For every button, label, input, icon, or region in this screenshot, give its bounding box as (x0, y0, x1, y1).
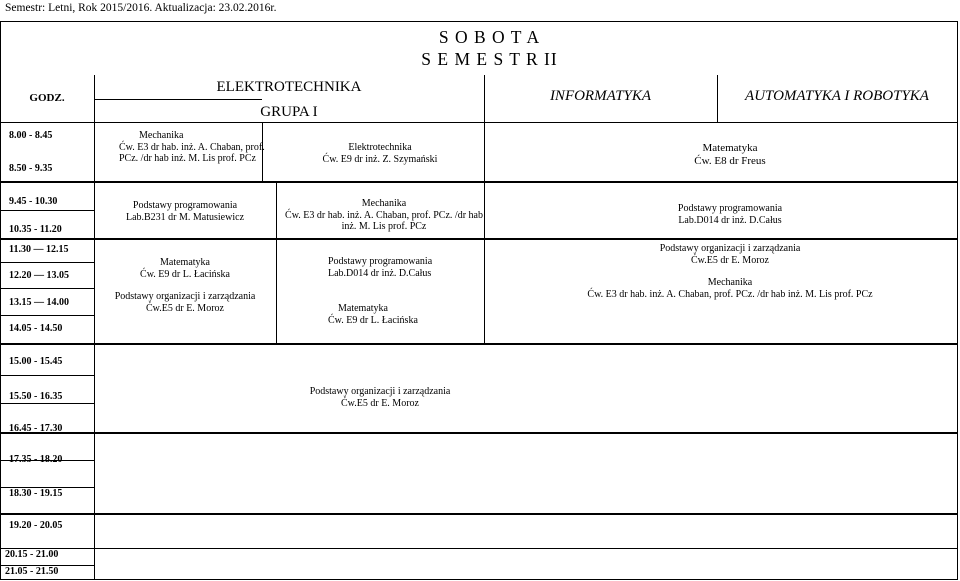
semester-title: S E M E S T R II (421, 49, 558, 69)
class-details: Ćw. E8 dr Freus (694, 155, 766, 167)
class-mechanika (565, 277, 895, 300)
class-title: Matematyka (160, 257, 210, 268)
class-details: Ćw. E9 dr L. Łacińska (140, 268, 230, 280)
time-slot: 13.15 — 14.00 (9, 297, 69, 308)
hours-header: GODZ. (29, 92, 65, 104)
time-slot: 16.45 - 17.30 (9, 423, 63, 434)
class-details: Lab.D014 dr inż. D.Całus (678, 214, 782, 226)
class-podstawy-organizacji (290, 386, 470, 409)
class-matematyka (328, 303, 418, 326)
class-title: Podstawy programowania (328, 256, 433, 267)
class-title: Podstawy programowania (677, 203, 783, 214)
class-title: Elektrotechnika (348, 142, 412, 153)
class-title: Podstawy organizacji i zarządzania (114, 291, 256, 302)
time-slot: 10.35 - 11.20 (9, 224, 62, 235)
time-slot: 9.45 - 10.30 (9, 196, 58, 207)
class-podstawy-organizacji (630, 243, 830, 266)
class-details: PCz. /dr hab inż. M. Lis prof. PCz (119, 153, 256, 164)
time-slot: 8.00 - 8.45 (9, 130, 53, 141)
time-slot: 21.05 - 21.50 (5, 566, 59, 577)
semester-info: Semestr: Letni, Rok 2015/2016. Aktualizacja: 23.02.2016r. (5, 2, 277, 14)
time-slot: 11.30 — 12.15 (9, 244, 69, 255)
class-podstawy-organizacji (100, 291, 270, 314)
column-informatyka: INFORMATYKA (549, 88, 652, 104)
time-slot: 17.35 - 18.20 (9, 454, 63, 465)
time-slot: 19.20 - 20.05 (9, 520, 63, 531)
class-title: Podstawy organizacji i zarządzania (309, 386, 451, 397)
class-details: Ćw. E3 dr hab. inż. A. Chaban, prof. (119, 141, 265, 153)
class-podstawy-programowania (328, 256, 432, 279)
time-slot: 8.50 - 9.35 (9, 163, 53, 174)
class-title: Mechanika (139, 130, 184, 141)
class-details: Lab.D014 dr inż. D.Całus (328, 267, 432, 279)
class-details: Ćw. E3 dr hab. inż. A. Chaban, prof. PCz. /dr hab inż. M. Lis prof. PCz (587, 288, 873, 300)
class-title: Matematyka (338, 303, 388, 314)
class-details: Ćw. E3 dr hab. inż. A. Chaban, prof. PCz. /dr hab (285, 209, 483, 221)
class-mechanika (279, 198, 489, 233)
time-slot: 18.30 - 19.15 (9, 488, 63, 499)
class-podstawy-programowania (650, 203, 810, 226)
class-elektrotechnika (310, 142, 450, 165)
column-elektrotechnika: ELEKTROTECHNIKA (216, 79, 362, 95)
class-title: Podstawy organizacji i zarządzania (659, 243, 801, 254)
class-title: Mechanika (361, 198, 407, 209)
group-label: GRUPA I (260, 104, 318, 120)
class-title: Podstawy programowania (132, 200, 238, 211)
time-slot: 20.15 - 21.00 (5, 549, 59, 560)
class-details: Ćw.E5 dr E. Moroz (341, 397, 419, 409)
class-matematyka (650, 142, 810, 168)
day-title: S O B O T A (438, 27, 541, 47)
class-details: Lab.B231 dr M. Matusiewicz (125, 211, 245, 223)
class-details: Ćw. E9 dr inż. Z. Szymański (322, 153, 438, 165)
class-title: Matematyka (702, 142, 758, 154)
class-details: Ćw. E9 dr L. Łacińska (328, 314, 418, 326)
class-title: Mechanika (707, 277, 753, 288)
column-automatyka: AUTOMATYKA I ROBOTYKA (745, 88, 929, 104)
class-details: inż. M. Lis prof. PCz (341, 221, 427, 232)
class-mechanika (119, 130, 265, 165)
time-slot: 15.00 - 15.45 (9, 356, 63, 367)
time-slot: 12.20 — 13.05 (9, 270, 69, 281)
class-details: Ćw.E5 dr E. Moroz (691, 254, 769, 266)
class-details: Ćw.E5 dr E. Moroz (146, 302, 224, 314)
time-slot: 14.05 - 14.50 (9, 323, 63, 334)
class-podstawy-programowania (100, 200, 270, 223)
class-matematyka (100, 257, 270, 280)
time-slot: 15.50 - 16.35 (9, 391, 63, 402)
